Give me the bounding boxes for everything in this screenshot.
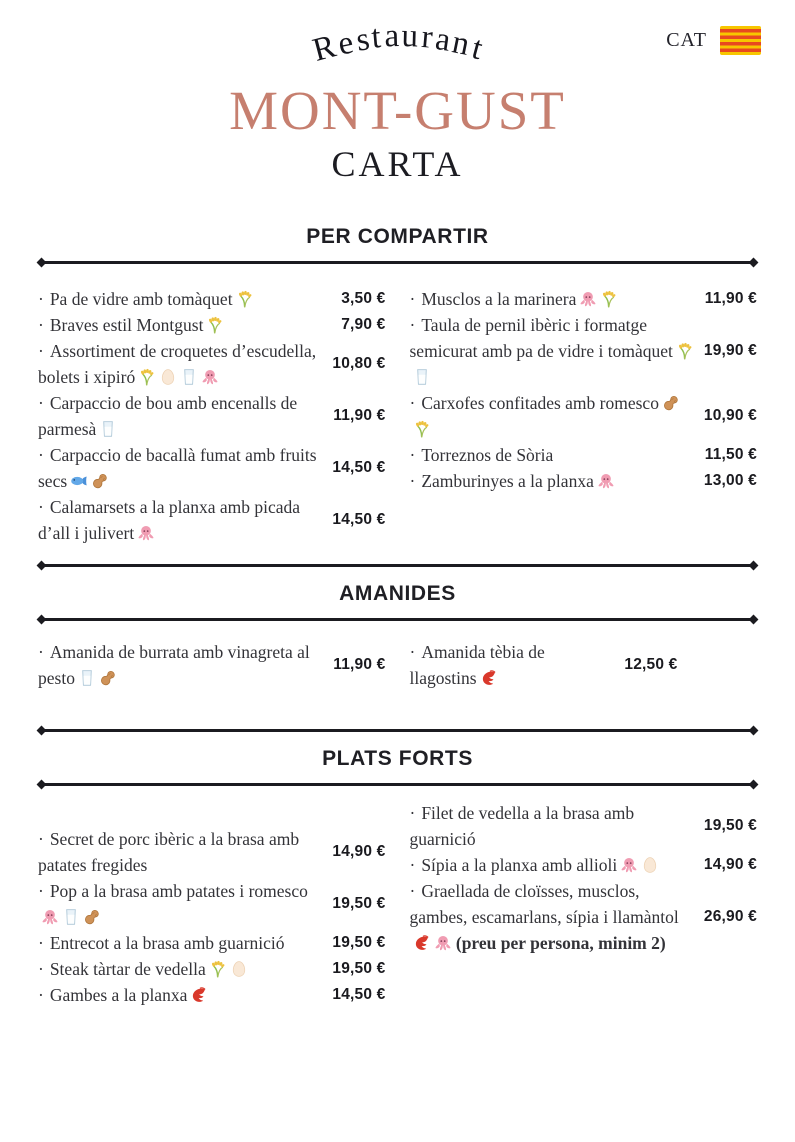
- item-bullet: ·: [38, 880, 44, 901]
- divider-line: [43, 261, 752, 264]
- menu-item-price: 11,90 €: [333, 406, 386, 424]
- menu-section-plats-forts: [38, 727, 757, 1008]
- menu-item-text: [38, 982, 323, 1008]
- menu-item-price: 14,50 €: [332, 458, 386, 476]
- diamond-ornament: [749, 560, 759, 570]
- menu-item-price: 19,50 €: [332, 933, 386, 951]
- menu-header: [0, 0, 795, 185]
- menu-item: [38, 878, 386, 930]
- mollusc-icon: [579, 290, 597, 308]
- gluten-icon: [236, 290, 254, 308]
- menu-item: [410, 852, 758, 878]
- menu-item-text: [38, 639, 323, 691]
- item-bullet: ·: [38, 984, 44, 1005]
- mollusc-icon: [41, 908, 59, 926]
- item-bullet: ·: [38, 392, 44, 413]
- nuts-icon: [91, 472, 109, 490]
- gluten-icon: [206, 316, 224, 334]
- item-bullet: ·: [38, 828, 44, 849]
- menu-item-name: Musclos a la marinera: [421, 288, 577, 309]
- gluten-icon: [413, 420, 431, 438]
- menu-column: [410, 800, 758, 956]
- catalan-flag-icon: [720, 26, 761, 55]
- item-bullet: ·: [38, 444, 44, 465]
- menu-column: [410, 286, 758, 494]
- menu-item-name: Steak tàrtar de vedella: [49, 958, 206, 979]
- gluten-icon: [138, 368, 156, 386]
- menu-item-text: [410, 286, 695, 312]
- menu-item-name: Filet de vedella a la brasa amb guarnició: [409, 802, 635, 849]
- language-selector[interactable]: [666, 26, 761, 55]
- menu-item-price: 11,50 €: [704, 445, 757, 463]
- menu-item-price: 19,50 €: [332, 959, 386, 977]
- section-divider: [38, 781, 757, 788]
- menu-item: [38, 338, 386, 390]
- mollusc-icon: [597, 472, 615, 490]
- menu-item-name: Zamburinyes a la planxa: [421, 470, 594, 491]
- mollusc-icon: [137, 524, 155, 542]
- menu-item-price: 14,90 €: [332, 842, 386, 860]
- menu-item-text: [38, 390, 323, 442]
- menu-item-price: 26,90 €: [703, 907, 757, 925]
- menu-item-text: [38, 312, 323, 338]
- section-items: [38, 266, 757, 562]
- menu-item-text: [410, 639, 615, 691]
- menu-column: [38, 800, 386, 1008]
- section-divider: [38, 727, 757, 734]
- item-bullet: ·: [409, 392, 416, 413]
- diamond-ornament: [749, 725, 759, 735]
- menu-item: [38, 982, 386, 1008]
- milk-icon: [99, 420, 117, 438]
- menu-item-text: [38, 286, 323, 312]
- item-bullet: ·: [409, 314, 416, 335]
- menu-item-text: [410, 800, 695, 852]
- menu-item-name: Sípia a la planxa amb allioli: [421, 854, 618, 875]
- menu-item-name: Pa de vidre amb tomàquet: [49, 288, 233, 309]
- gluten-icon: [600, 290, 618, 308]
- menu-item-price: 19,50 €: [332, 894, 386, 912]
- menu-item-text: [38, 930, 323, 956]
- menu-item-text: [38, 878, 323, 930]
- milk-icon: [62, 908, 80, 926]
- item-bullet: ·: [38, 340, 44, 361]
- menu-item-name: Torreznos de Sòria: [421, 444, 554, 465]
- section-items: [38, 623, 757, 727]
- section-title: PLATS FORTS: [322, 746, 473, 770]
- diamond-ornament: [37, 560, 47, 570]
- divider-line: [43, 783, 752, 786]
- menu-item-name: Carpaccio de bacallà fumat amb fruits secs: [38, 444, 317, 491]
- menu-item-price: 11,90 €: [704, 289, 757, 307]
- section-divider: [38, 616, 757, 623]
- menu-item-price: 7,90 €: [341, 315, 386, 333]
- menu-column: [38, 639, 386, 691]
- item-bullet: ·: [38, 932, 44, 953]
- menu-item-text: [38, 338, 323, 390]
- section-title: PER COMPARTIR: [306, 224, 489, 248]
- item-bullet: ·: [38, 288, 44, 309]
- menu-item-text: [410, 878, 695, 956]
- menu-item: [410, 800, 758, 852]
- egg-icon: [641, 856, 659, 874]
- nuts-icon: [662, 394, 680, 412]
- milk-icon: [180, 368, 198, 386]
- menu-item-price: 19,90 €: [703, 341, 757, 359]
- item-bullet: ·: [409, 288, 416, 309]
- menu-item: [410, 878, 758, 956]
- menu-item-text: [38, 956, 323, 982]
- egg-icon: [159, 368, 177, 386]
- menu-column: [410, 639, 758, 691]
- menu-sections: [0, 225, 795, 1008]
- menu-item-note: (preu per persona, minim 2): [455, 932, 666, 953]
- menu-column: [38, 286, 386, 546]
- milk-icon: [413, 368, 431, 386]
- menu-item-text: [38, 494, 323, 546]
- menu-item: [38, 494, 386, 546]
- menu-item-text: [410, 442, 695, 468]
- section-items: [38, 788, 757, 1008]
- mollusc-icon: [434, 934, 452, 952]
- gluten-icon: [209, 960, 227, 978]
- menu-item-price: 10,80 €: [332, 354, 386, 372]
- divider-line: [43, 618, 752, 621]
- menu-item-name: Amanida tèbia de llagostins: [409, 641, 545, 688]
- nuts-icon: [83, 908, 101, 926]
- egg-icon: [230, 960, 248, 978]
- crustacean-icon: [190, 986, 208, 1004]
- restaurant-name: MONT-GUST: [229, 80, 566, 141]
- item-bullet: ·: [409, 854, 416, 875]
- menu-item: [38, 390, 386, 442]
- menu-item: [410, 639, 758, 691]
- menu-item-price: 12,50 €: [624, 655, 678, 673]
- menu-item: [38, 312, 386, 338]
- menu-item-price: 14,90 €: [703, 855, 757, 873]
- menu-item: [38, 286, 386, 312]
- language-label: CAT: [666, 29, 707, 51]
- item-bullet: ·: [409, 470, 416, 491]
- menu-item: [410, 442, 758, 468]
- menu-section-amanides: [38, 562, 757, 727]
- menu-item-name: Carpaccio de bou amb encenalls de parmesà: [38, 392, 298, 439]
- menu-item-name: Secret de porc ibèric a la brasa amb patates fregides: [38, 828, 300, 875]
- menu-item-text: [38, 442, 323, 494]
- menu-item: [38, 442, 386, 494]
- gluten-icon: [676, 342, 694, 360]
- menu-item-name: Amanida de burrata amb vinagreta al pesto: [38, 641, 310, 688]
- menu-item: [38, 639, 386, 691]
- item-bullet: ·: [38, 641, 44, 662]
- crustacean-icon: [480, 669, 498, 687]
- section-title: AMANIDES: [339, 581, 456, 605]
- menu-item-name: Braves estil Montgust: [49, 314, 204, 335]
- divider-line: [43, 564, 752, 567]
- menu-item-price: 19,50 €: [703, 816, 757, 834]
- item-bullet: ·: [409, 444, 416, 465]
- item-bullet: ·: [38, 958, 44, 979]
- menu-item-price: 14,50 €: [332, 985, 386, 1003]
- section-divider: [38, 259, 757, 266]
- fish-icon: [70, 472, 88, 490]
- menu-section-per-compartir: [38, 225, 757, 562]
- menu-item: [38, 930, 386, 956]
- menu-item: [410, 286, 758, 312]
- menu-item-price: 13,00 €: [703, 471, 757, 489]
- menu-item-text: [410, 312, 695, 390]
- menu-item: [38, 956, 386, 982]
- menu-item: [410, 312, 758, 390]
- menu-item-price: 3,50 €: [341, 289, 386, 307]
- menu-item-name: Taula de pernil ibèric i formatge semicurat amb pa de vidre i tomàquet: [409, 314, 673, 361]
- menu-item: [410, 468, 758, 494]
- menu-item-price: 10,90 €: [703, 406, 757, 424]
- diamond-ornament: [37, 725, 47, 735]
- milk-icon: [78, 669, 96, 687]
- menu-item-price: 14,50 €: [332, 510, 386, 528]
- item-bullet: ·: [38, 496, 44, 517]
- item-bullet: ·: [409, 641, 416, 662]
- divider-line: [43, 729, 752, 732]
- menu-item-name: Graellada de cloïsses, musclos, gambes, escamarlans, sípia i llamàntol: [409, 880, 679, 927]
- menu-item-text: [38, 826, 323, 878]
- menu-item-name: Entrecot a la brasa amb guarnició: [49, 932, 285, 953]
- nuts-icon: [99, 669, 117, 687]
- menu-item-name: Gambes a la planxa: [49, 984, 188, 1005]
- crustacean-icon: [413, 934, 431, 952]
- menu-item: [410, 390, 758, 442]
- item-bullet: ·: [38, 314, 44, 335]
- menu-item-name: Pop a la brasa amb patates i romesco: [49, 880, 308, 901]
- menu-item-name: Calamarsets a la planxa amb picada d’all i julivert: [38, 496, 301, 543]
- menu-item-text: [410, 852, 695, 878]
- item-bullet: ·: [409, 802, 416, 823]
- menu-item-text: [410, 468, 695, 494]
- section-divider: [38, 562, 757, 569]
- menu-item-price: 11,90 €: [333, 655, 386, 673]
- mollusc-icon: [620, 856, 638, 874]
- menu-item-name: Assortiment de croquetes d’escudella, bolets i xipiró: [38, 340, 317, 387]
- item-bullet: ·: [409, 880, 416, 901]
- menu-title: CARTA: [331, 143, 464, 184]
- menu-item-text: [410, 390, 695, 442]
- menu-item-name: Carxofes confitades amb romesco: [421, 392, 659, 413]
- restaurant-label: Restaurant: [309, 17, 487, 69]
- menu-item: [38, 826, 386, 878]
- mollusc-icon: [201, 368, 219, 386]
